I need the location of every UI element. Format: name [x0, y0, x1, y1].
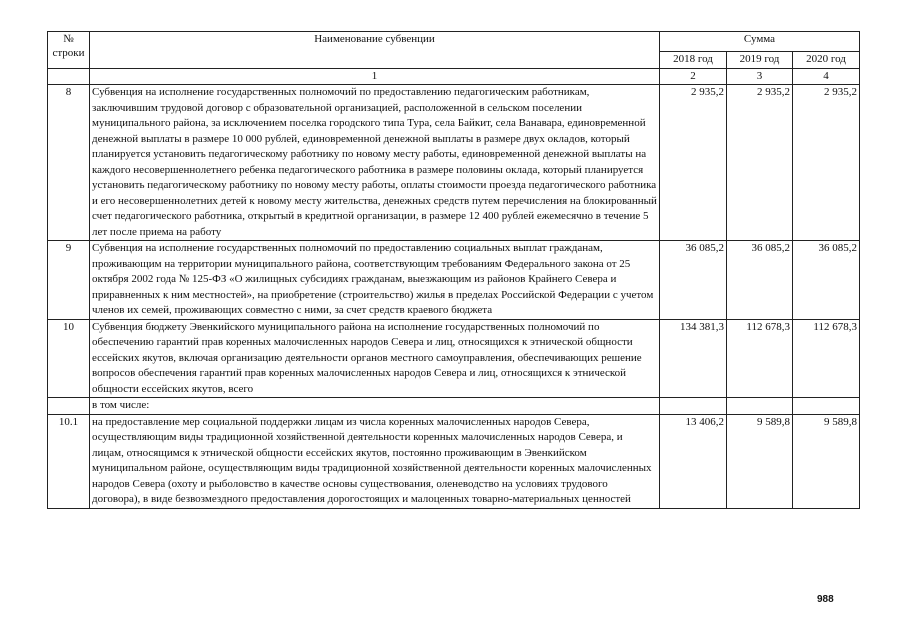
row-value-2020: 2 935,2 — [793, 85, 860, 241]
row-value-2020: 9 589,8 — [793, 414, 860, 508]
row-value-2019: 112 678,3 — [727, 319, 793, 398]
index-cell-4: 4 — [793, 68, 860, 85]
table-row — [48, 398, 860, 415]
row-value-2019: 36 085,2 — [727, 241, 793, 320]
index-cell-3: 3 — [727, 68, 793, 85]
row-value-2020: 36 085,2 — [793, 241, 860, 320]
index-cell-2: 2 — [660, 68, 727, 85]
row-value-2018: 134 381,3 — [660, 319, 727, 398]
row-value-2018: 2 935,2 — [660, 85, 727, 241]
header-sum: Сумма — [660, 32, 860, 52]
row-name: в том числе: — [90, 398, 660, 415]
row-number: 10.1 — [48, 414, 90, 508]
header-row-number — [48, 32, 90, 69]
table-row — [48, 241, 860, 320]
row-value-2019: 9 589,8 — [727, 414, 793, 508]
row-value-2020: 112 678,3 — [793, 319, 860, 398]
header-year-2019: 2019 год — [727, 52, 793, 69]
row-number: 9 — [48, 241, 90, 320]
row-name: Субвенция на исполнение государственных полномочий по предоставлению педагогическим работникам, заключившим трудовой договор с образовательной организацией, расположенной в сельском поселении муниципального района, за исключением поселка городского типа Тура, села Байкит, села Ванавара, единовременной денежной выплаты в размере 10 000 рублей, единовременной денежной выплаты в размере двух окладов, который планируется установить педагогическому работнику по новому месту работы, единовременной денежной выплаты на каждого несовершеннолетнего ребенка педагогического работника в размере половины оклада, который планируется установить педагогическому работнику по новому месту работы, оплаты стоимости проезда педагогического работника и его несовершеннолетних детей к новому месту жительства, денежных средств путем перечисления на блокированный счет педагогического работника, открытый в кредитной организации, в размере 12 400 рублей ежемесячно в течение 5 лет после приема на работу — [90, 85, 660, 241]
row-name: Субвенция бюджету Эвенкийского муниципального района на исполнение государственных полномочий по обеспечению гарантий прав коренных малочисленных народов Севера и лиц, относящихся к этнической общности ессейских якутов, включая организацию деятельности органов местного самоуправления, обеспечивающих решение вопросов обеспечения гарантий прав коренных малочисленных народов Севера и лиц, относящихся к этнической общности ессейских якутов, всего — [90, 319, 660, 398]
table-row — [48, 85, 860, 241]
header-row-number-line1: № — [63, 33, 74, 45]
index-cell-1: 1 — [90, 68, 660, 85]
row-name: Субвенция на исполнение государственных полномочий по предоставлению социальных выплат гражданам, проживающим на территории муниципального района, соответствующим требованиям Федерального закона от 25 октября 2002 года № 125-ФЗ «О жилищных субсидиях гражданам, выезжающим из районов Крайнего Севера и приравненных к ним местностей», на приобретение (строительство) жилья в пределах Российской Федерации с учетом членов их семей, проживающих совместно с ними, за счет средств краевого бюджета — [90, 241, 660, 320]
row-value-2018: 36 085,2 — [660, 241, 727, 320]
row-name: на предоставление мер социальной поддержки лицам из числа коренных малочисленных народов Севера, осуществляющим виды традиционной хозяйственной деятельности коренных малочисленных народов Севера, и лицам, относящимся к этнической общности ессейских якутов, постоянно проживающим в Эвенкийском муниципальном районе, осуществляющим виды традиционной хозяйственной деятельности коренных малочисленных народов Севера (охоту и рыболовство в качестве основы существования, оленеводство на условиях трудового договора), в виде безвозмездного предоставления дорогостоящих и малоценных товарно-материальных ценностей — [90, 414, 660, 508]
table-row — [48, 319, 860, 398]
header-year-2018: 2018 год — [660, 52, 727, 69]
row-value-2019: 2 935,2 — [727, 85, 793, 241]
row-number: 10 — [48, 319, 90, 398]
subvention-table — [47, 31, 860, 509]
header-year-2020: 2020 год — [793, 52, 860, 69]
row-value-2019 — [727, 398, 793, 415]
header-name: Наименование субвенции — [90, 32, 660, 69]
page-number: 988 — [817, 594, 834, 605]
header-row-number-line2: строки — [52, 47, 85, 59]
row-number — [48, 398, 90, 415]
index-cell-empty — [48, 68, 90, 85]
row-value-2020 — [793, 398, 860, 415]
row-value-2018: 13 406,2 — [660, 414, 727, 508]
table-row — [48, 414, 860, 508]
row-value-2018 — [660, 398, 727, 415]
row-number: 8 — [48, 85, 90, 241]
